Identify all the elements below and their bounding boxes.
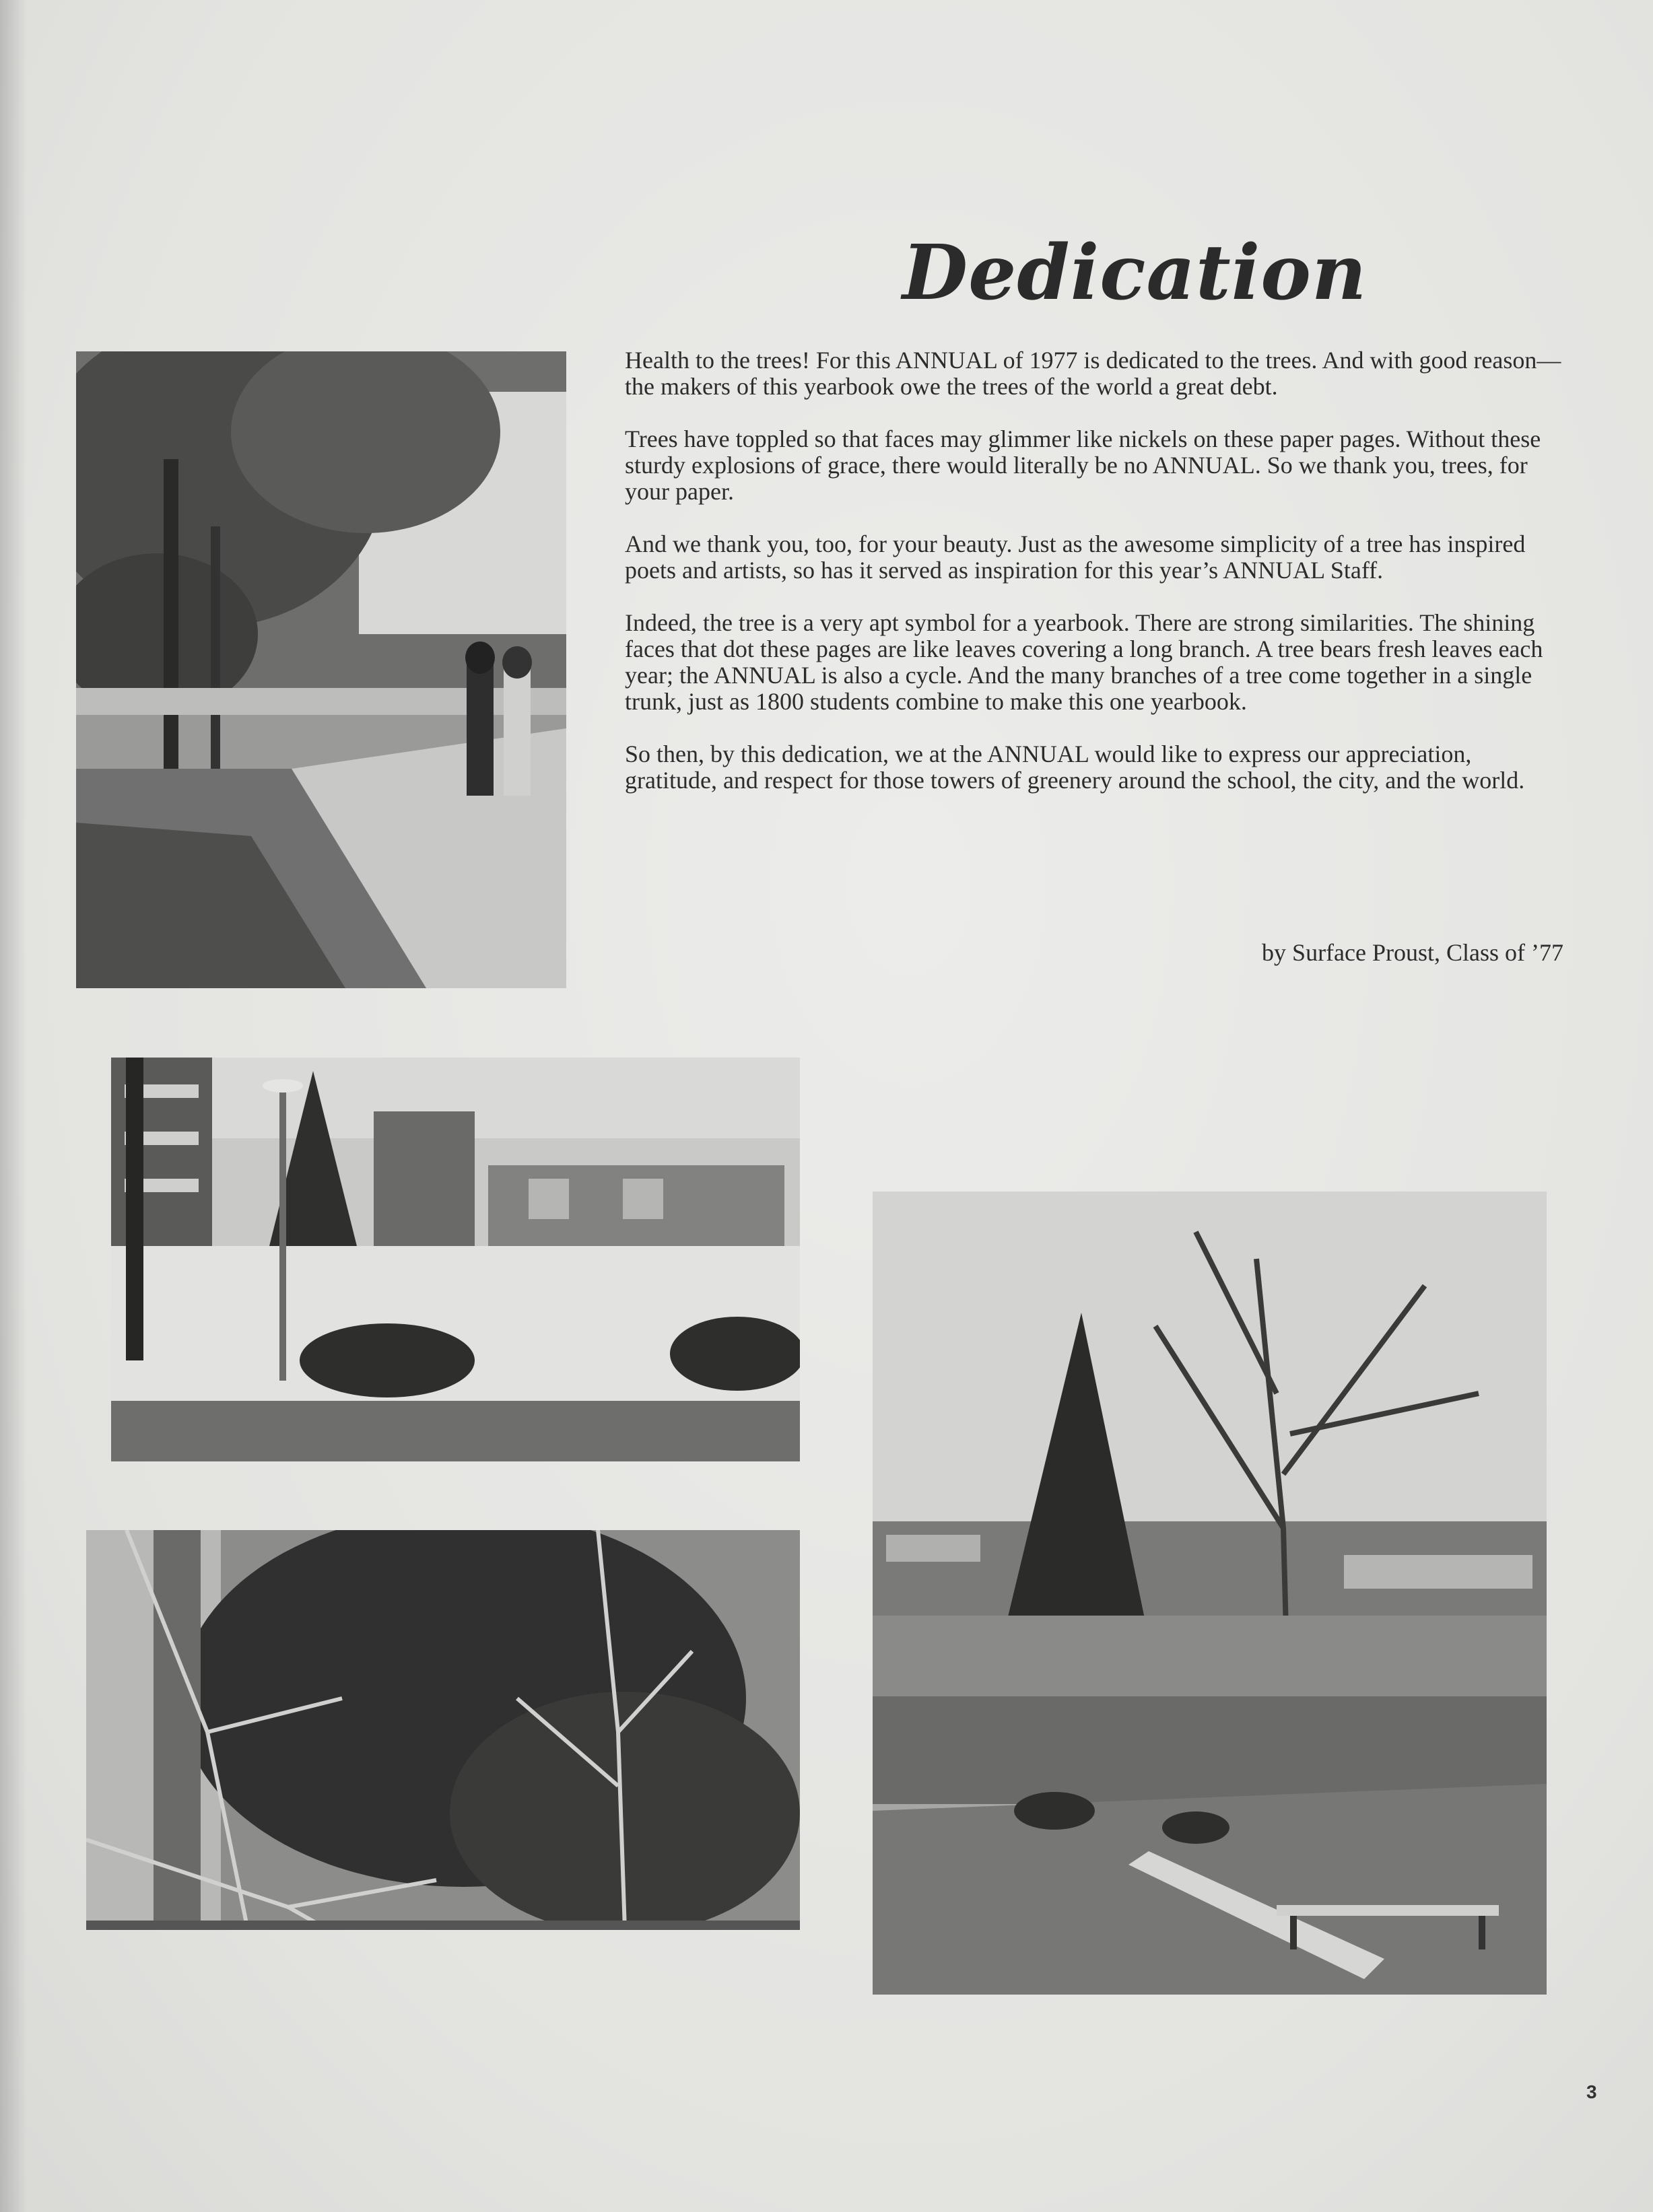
dedication-text <box>625 347 1567 820</box>
photo-tree-lined-walkway <box>76 351 566 988</box>
photo-snowy-courtyard <box>111 1058 800 1461</box>
paragraph: Indeed, the tree is a very apt symbol for a yearbook. There are strong similarities. The shining faces that dot these pages are like leaves covering a long branch. A tree bears fresh leaves each year; the ANNUAL is also a cycle. And the many branches of a tree come together in a single trunk, just as 1800 students combine to make this one yearbook. <box>625 609 1543 715</box>
paragraph: So then, by this dedication, we at the ANNUAL would like to express our appreciation, gratitude, and respect for those towers of greenery around the school, the city, and the world. <box>625 740 1525 794</box>
spine-shadow <box>0 0 27 2212</box>
paragraph: Health to the trees! For this ANNUAL of 1977 is dedicated to the trees. And with good reason—the makers of this yearbook owe the trees of the world a great debt. <box>625 347 1561 400</box>
page-number: 3 <box>1586 2081 1597 2102</box>
page-title: Dedication <box>902 229 1368 317</box>
paragraph: Trees have toppled so that faces may glimmer like nickels on these paper pages. Without these sturdy explosions of grace, there would literally be no ANNUAL. So we thank you, trees, for your paper. <box>625 425 1541 505</box>
photo-rainy-courtyard <box>873 1191 1547 1995</box>
paragraph: And we thank you, too, for your beauty. Just as the awesome simplicity of a tree has inspired poets and artists, so has it served as inspiration for this year’s ANNUAL Staff. <box>625 530 1526 584</box>
photo-bare-branches <box>86 1530 800 1930</box>
byline: by Surface Proust, Class of ’77 <box>1262 939 1563 966</box>
